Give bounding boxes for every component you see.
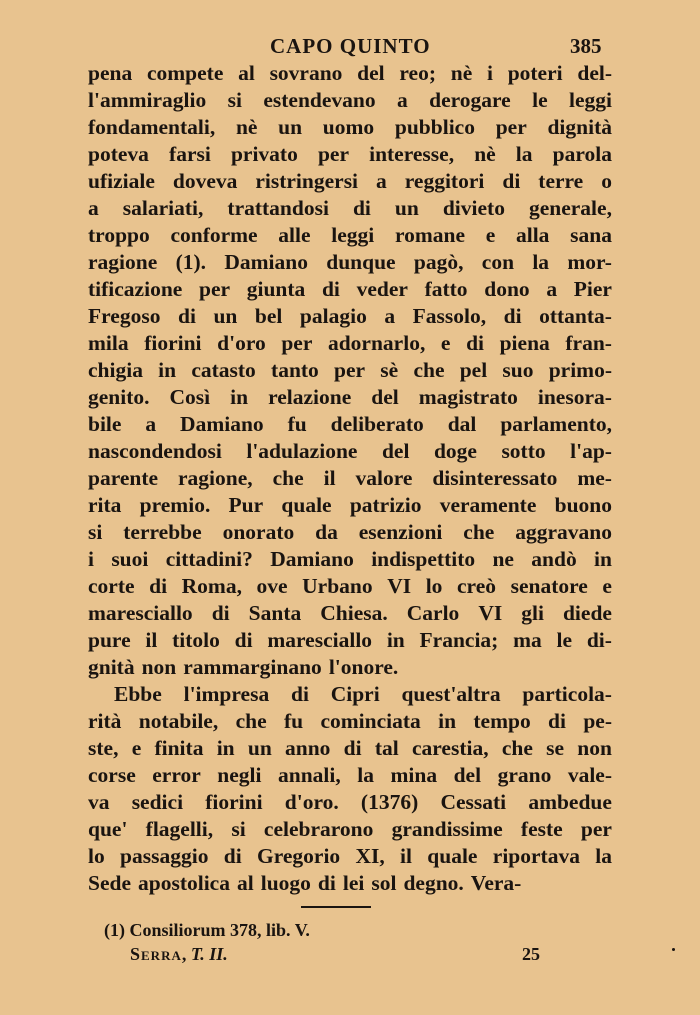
text-line: pena compete al sovrano del reo; nè i poteri del- [88, 61, 612, 85]
body-text [88, 60, 612, 897]
text-line: mila fiorini d'oro per adornarlo, e di piena fran- [88, 331, 612, 355]
signature-volume: T. II. [190, 944, 228, 964]
text-line: gnità non rammarginano l'onore. [88, 655, 399, 679]
text-line: pure il titolo di maresciallo in Francia; ma le di- [88, 628, 612, 652]
text-line: maresciallo di Santa Chiesa. Carlo VI gli diede [88, 601, 612, 625]
text-line: corte di Roma, ove Urbano VI lo creò senatore e [88, 574, 612, 598]
printer-signature [130, 944, 228, 965]
footnote: (1) Consiliorum 378, lib. V. [104, 920, 310, 940]
signature-author: Serra [130, 944, 182, 964]
text-line: genito. Così in relazione del magistrato inesora- [88, 385, 612, 409]
text-line: troppo conforme alle leggi romane e alla sana [88, 223, 612, 247]
text-line: ragione (1). Damiano dunque pagò, con la mor- [88, 250, 612, 274]
sheet-number: 25 [522, 944, 540, 964]
text-line: a salariati, trattandosi di un divieto generale, [88, 196, 612, 220]
footnote-rule [301, 906, 371, 908]
text-line: que' flagelli, si celebrarono grandissime feste per [88, 817, 612, 841]
page-number: 385 [570, 34, 602, 58]
text-line: corse error negli annali, la mina del grano vale- [88, 763, 612, 787]
paper-speck [672, 948, 675, 951]
text-line: lo passaggio di Gregorio XI, il quale riportava la [88, 844, 612, 868]
chapter-title: CAPO QUINTO [270, 34, 431, 58]
text-line: l'ammiraglio si estendevano a derogare le leggi [88, 88, 612, 112]
text-line: rità notabile, che fu cominciata in tempo di pe- [88, 709, 612, 733]
text-line: va sedici fiorini d'oro. (1376) Cessati ambedue [88, 790, 612, 814]
text-line: nascondendosi l'adulazione del doge sotto l'ap- [88, 439, 612, 463]
text-line: Ebbe l'impresa di Cipri quest'altra particola- [114, 682, 612, 706]
text-line: chigia in catasto tanto per sè che pel suo primo- [88, 358, 612, 382]
text-line: ufiziale doveva ristringersi a reggitori di terre o [88, 169, 612, 193]
text-line: parente ragione, che il valore disinteressato me- [88, 466, 612, 490]
text-line: fondamentali, nè un uomo pubblico per dignità [88, 115, 612, 139]
text-line: bile a Damiano fu deliberato dal parlamento, [88, 412, 612, 436]
text-line: tificazione per giunta di veder fatto dono a Pier [88, 277, 612, 301]
text-line: Sede apostolica al luogo di lei sol degno. Vera- [88, 871, 522, 895]
text-line: poteva farsi privato per interesse, nè la parola [88, 142, 612, 166]
text-line: rita premio. Pur quale patrizio veramente buono [88, 493, 612, 517]
text-line: ste, e finita in un anno di tal carestia, che se non [88, 736, 612, 760]
signature-separator: , [181, 944, 187, 964]
text-line: Fregoso di un bel palagio a Fassolo, di ottanta- [88, 304, 612, 328]
text-line: i suoi cittadini? Damiano indispettito ne andò in [88, 547, 612, 571]
text-line: si terrebbe onorato da esenzioni che aggravano [88, 520, 612, 544]
